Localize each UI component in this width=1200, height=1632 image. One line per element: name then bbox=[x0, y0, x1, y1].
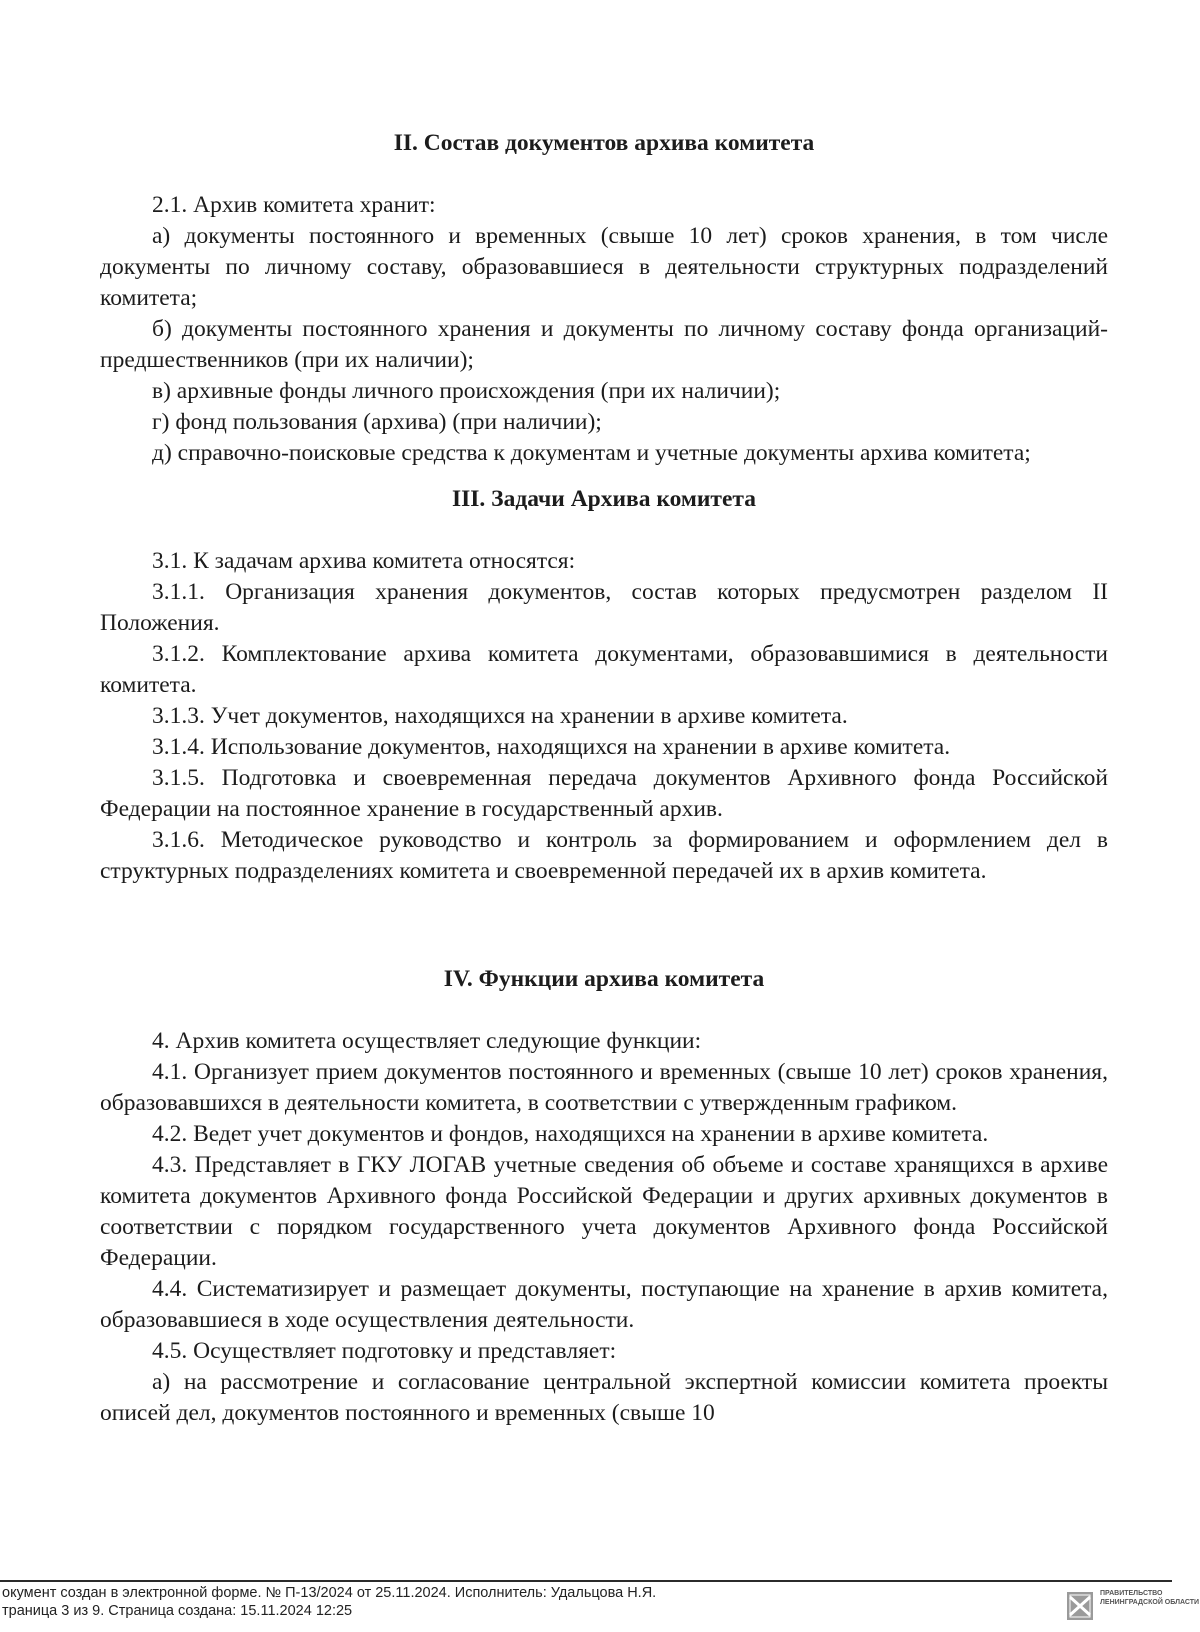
paragraph-4-2: 4.2. Ведет учет документов и фондов, находящихся на хранении в архиве комитета. bbox=[152, 1121, 989, 1147]
section-2 bbox=[100, 128, 1108, 469]
paragraph-3-1-4: 3.1.4. Использование документов, находящихся на хранении в архиве комитета. bbox=[152, 734, 951, 760]
logo-caption: ПРАВИТЕЛЬСТВО ЛЕНИНГРАДСКОЙ ОБЛАСТИ bbox=[1100, 1590, 1200, 1606]
paragraph-4: 4. Архив комитета осуществляет следующие функции: bbox=[152, 1028, 702, 1054]
paragraph-3-1-3: 3.1.3. Учет документов, находящихся на хранении в архиве комитета. bbox=[152, 703, 848, 729]
paragraph-2-1-a: а) документы постоянного и временных (свыше 10 лет) сроков хранения, в том числе документы по личному составу, образовавшиеся в деятельности структурных подразделений комитета; bbox=[100, 223, 1108, 311]
paragraph-4-4: 4.4. Систематизирует и размещает документы, поступающие на хранение в архив комитета, образовавшиеся в ходе осуществления деятельности. bbox=[100, 1276, 1108, 1333]
paragraph-4-1: 4.1. Организует прием документов постоянного и временных (свыше 10 лет) сроков хранения, образовавшихся в деятельности комитета, в соответствии с утвержденным графиком. bbox=[100, 1059, 1108, 1116]
paragraph-3-1-2: 3.1.2. Комплектование архива комитета документами, образовавшимися в деятельности комитета. bbox=[100, 641, 1108, 698]
paragraph-4-5: 4.5. Осуществляет подготовку и представляет: bbox=[152, 1338, 617, 1364]
paragraph-2-1-b: б) документы постоянного хранения и документы по личному составу фонда организаций-предшественников (при их наличии); bbox=[100, 316, 1108, 373]
emblem-icon bbox=[1066, 1591, 1094, 1621]
paragraph-3-1-6: 3.1.6. Методическое руководство и контроль за формированием и оформлением дел в структурных подразделениях комитета и своевременной передачей их в архив комитета. bbox=[100, 827, 1108, 884]
paragraph-2-1-c: в) архивные фонды личного происхождения (при их наличии); bbox=[152, 378, 781, 404]
footer-divider bbox=[0, 1580, 1172, 1582]
paragraph-3-1-1: 3.1.1. Организация хранения документов, состав которых предусмотрен разделом II Положения. bbox=[100, 579, 1108, 636]
footer-line-1: окумент создан в электронной форме. № П-13/2024 от 25.11.2024. Исполнитель: Удальцова Н.Я. bbox=[2, 1585, 657, 1601]
paragraph-3-1: 3.1. К задачам архива комитета относятся: bbox=[152, 548, 576, 574]
paragraph-4-5-a: а) на рассмотрение и согласование центральной экспертной комиссии комитета проекты описей дел, документов постоянного и временных (свыше 10 bbox=[100, 1369, 1108, 1426]
government-logo bbox=[1066, 1589, 1200, 1629]
paragraph-4-3: 4.3. Представляет в ГКУ ЛОГАВ учетные сведения об объеме и составе хранящихся в архиве комитета документов Архивного фонда Российской Федерации и других архивных документов в соответствии с порядком государственного учета документов Архивного фонда Российской Федерации. bbox=[100, 1152, 1108, 1271]
paragraph-2-1-d: г) фонд пользования (архива) (при наличии); bbox=[152, 409, 602, 435]
paragraph-2-1-e: д) справочно-поисковые средства к документам и учетные документы архива комитета; bbox=[152, 440, 1031, 466]
paragraph-3-1-5: 3.1.5. Подготовка и своевременная передача документов Архивного фонда Российской Федерации на постоянное хранение в государственный архив. bbox=[100, 765, 1108, 822]
section-3-heading: III. Задачи Архива комитета bbox=[452, 486, 756, 512]
paragraph-2-1: 2.1. Архив комитета хранит: bbox=[152, 192, 436, 218]
section-2-heading: II. Состав документов архива комитета bbox=[393, 130, 815, 156]
footer-line-2: траница 3 из 9. Страница создана: 15.11.2024 12:25 bbox=[2, 1603, 353, 1619]
section-4 bbox=[100, 964, 1108, 1429]
footer-stamp bbox=[2, 1584, 1042, 1620]
section-4-heading: IV. Функции архива комитета bbox=[443, 966, 765, 992]
section-3 bbox=[100, 484, 1108, 887]
